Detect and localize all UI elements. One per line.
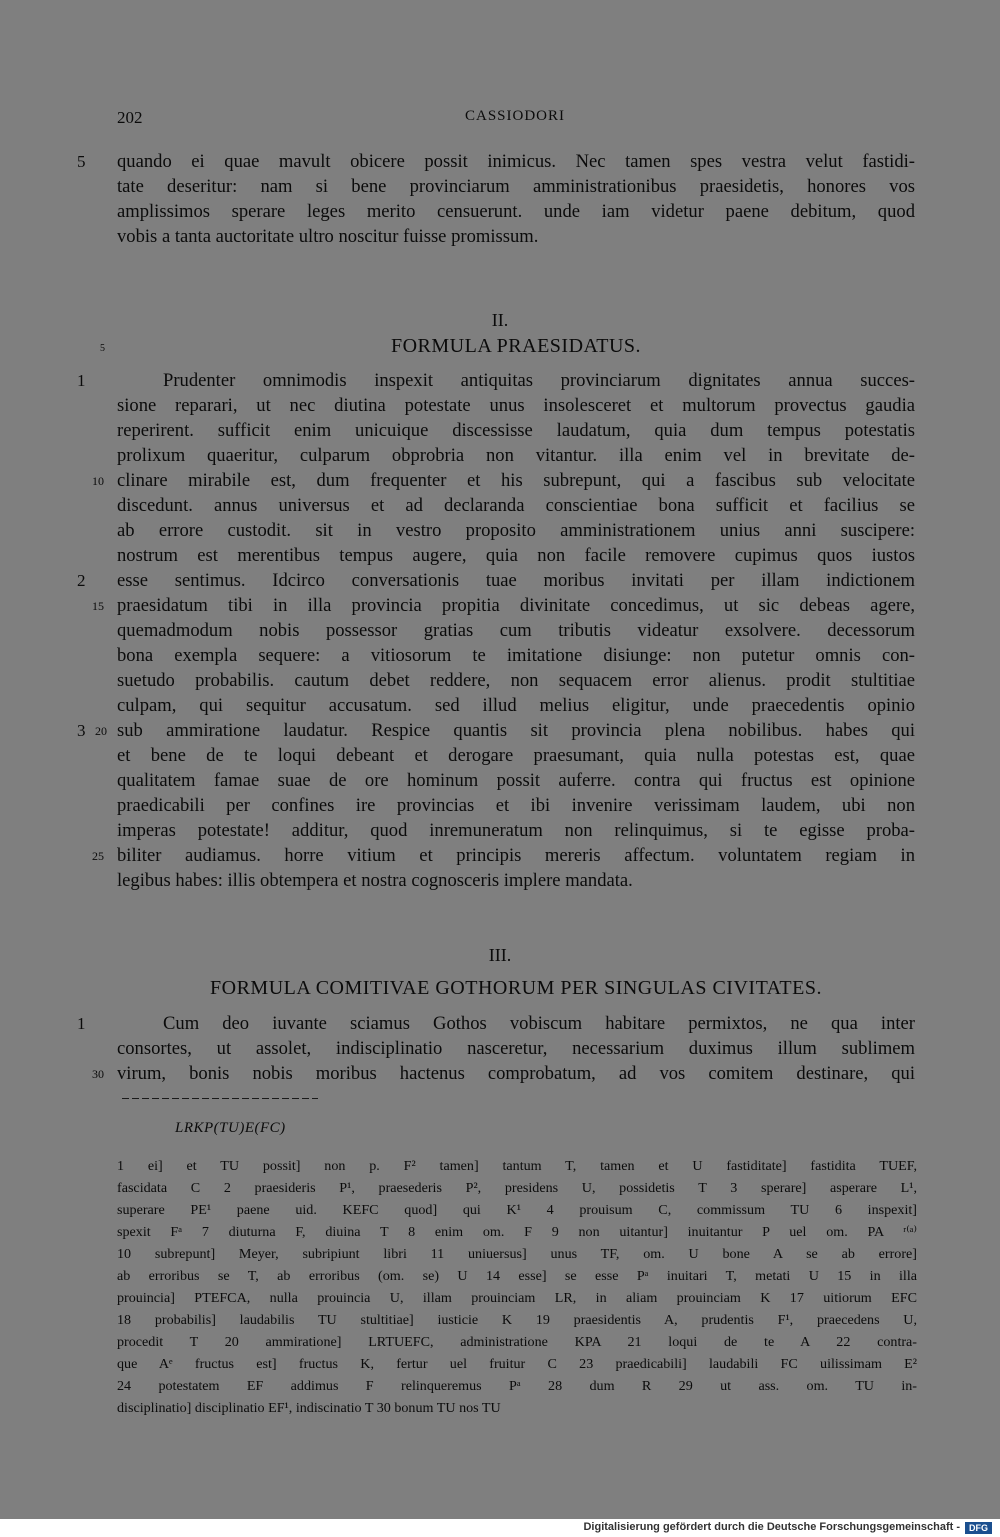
apparatus-line: 1 ei] et TU possit] non p. F² tamen] tantum T, tamen et U fastiditate] fastidita TUEF, [117,1158,917,1174]
margin-marker: 5 [100,343,105,354]
footer-credit: Digitalisierung gefördert durch die Deutsche Forschungsgemeinschaft - [583,1521,960,1533]
line-number: 15 [92,599,104,613]
text-line: esse sentimus. Idcirco conversationis tuae moribus invitati per illam indictionem [117,570,915,591]
text-line: prolixum quaeritur, culparum obprobria non vitantur. illa enim vel in brevitate de- [117,445,915,466]
apparatus-line: 24 potestatem EF addimus F relinqueremus Pᵃ 28 dum R 29 ut ass. om. TU in- [117,1378,917,1394]
apparatus-line: 10 subrepunt] Meyer, subripiunt libri 11 uniuersus] unus TF, om. U bone A se ab errore] [117,1246,917,1262]
section-title: FORMULA COMITIVAE GOTHORUM PER SINGULAS CIVITATES. [210,977,822,999]
text-line: Prudenter omnimodis inspexit antiquitas provinciarum dignitates annua succes- [163,370,915,391]
text-line: tate deseritur: nam si bene provinciarum amministrationibus praesidetis, honores vos [117,176,915,197]
page-number: 202 [117,108,143,127]
text-line: virum, bonis nobis moribus hactenus comprobatum, ad vos comitem destinare, qui [117,1063,915,1084]
text-line: culpam, qui sequitur accusatum. sed illud melius eligitur, unde praecedentis opinio [117,695,915,716]
line-number: 25 [92,849,104,863]
apparatus-line: disciplinatio] disciplinatio EF¹, indiscinatio T 30 bonum TU nos TU [117,1400,501,1416]
text-line: sione reparari, ut nec diutina potestate unus insolesceret et multorum provectus gaudia [117,395,915,416]
text-line: biliter audiamus. horre vitium et principis mereris affectum. voluntatem regiam in [117,845,915,866]
text-line: imperas potestate! additur, quod inremuneratum non relinquimus, si te egisse proba- [117,820,915,841]
section-title: FORMULA PRAESIDATUS. [390,335,642,357]
text-line: reperirent. sufficit enim unicuique discessisse laudatum, quia dum tempus potestatis [117,420,915,441]
text-line: clinare mirabile est, dum frequenter et his subrepunt, qui a fascibus sub velocitate [117,470,915,491]
text-line: qualitatem famae suae de ore hominum possit auferre. contra qui fructus est opinione [117,770,915,791]
text-line: legibus habes: illis obtempera et nostra cognosceris implere mandata. [117,870,633,891]
line-number: 30 [92,1067,104,1081]
apparatus-line: fascidata C 2 praesideris P¹, praesederis P², presidens U, possidetis T 3 sperare] asperare L¹, [117,1180,917,1196]
text-line: ab errore custodit. sit in vestro proposito amministrationem unius anni suscipere: [117,520,915,541]
section-number: III. [488,945,512,965]
paragraph-number: 3 [77,721,86,740]
section-number: II. [491,310,509,330]
text-line: consortes, ut assolet, indisciplinatio nasceretur, necessarium duximus illum sublimem [117,1038,915,1059]
text-line: amplissimos sperare leges merito censuerunt. unde iam videtur paene debitum, quod [117,201,915,222]
text-line: praedicabili per confines ire provincias et ibi invenire verissimam laudem, ubi non [117,795,915,816]
text-line: quando ei quae mavult obicere possit inimicus. Nec tamen spes vestra velut fastidi- [117,151,915,172]
apparatus-line: procedit T 20 ammiratione] LRTUEFC, administratione KPA 21 loqui de te A 22 contra- [117,1334,917,1350]
text-line: quemadmodum nobis possessor gratias cum tributis videatur exsolvere. decessorum [117,620,915,641]
apparatus-sigla: LRKP(TU)E(FC) [175,1120,286,1136]
text-line: discedunt. annus universus et ad declaranda conscientiae bona sufficit et facilius se [117,495,915,516]
page-header [117,108,917,132]
text-line: et bene de te loqui debeant et derogare praesumant, quia nulla potestas est, quae [117,745,915,766]
margin-line-number: 5 [77,152,86,171]
text-line: suetudo probabilis. cautum debet reddere, non sequacem error alienus. prodit stultitiae [117,670,915,691]
dfg-logo: DFG [965,1522,992,1534]
apparatus-line: 18 probabilis] laudabilis TU stultitiae] iusticie K 19 praesidentis A, prudentis F¹, praecedens U, [117,1312,917,1328]
footer-bar [0,1519,1000,1537]
apparatus-line: prouincia] PTEFCA, nulla prouincia U, illam prouinciam LR, in aliam prouinciam K 17 uitiorum EFC [117,1290,917,1306]
paragraph-number: 2 [77,571,86,590]
line-number: 10 [92,474,104,488]
text-line: sub ammiratione laudatur. Respice quantis sit provincia plena nobilibus. habes qui [117,720,915,741]
text-line: nostrum est merentibus tempus augere, quia non facile removere cupimus quos iustos [117,545,915,566]
apparatus-line: que Aᵉ fructus est] fructus K, fertur uel fruitur C 23 praedicabili] laudabili FC uilissimam E² [117,1356,917,1372]
text-line: bona exempla sequere: a vitiosorum te imitatione disiunge: non putetur omnis con- [117,645,915,666]
text-line: praesidatum tibi in illa provincia propitia divinitate concedimus, ut sic debeas agere, [117,595,915,616]
apparatus-line: spexit Fᵃ 7 diuturna F, diuina T 8 enim om. F 9 non uitantur] inuitantur P uel om. PA ʳ⁽ᵃ⁾ [117,1224,917,1240]
separator-rule [122,1098,318,1099]
running-title: CASSIODORI [465,108,566,124]
apparatus-line: ab erroribus se T, ab erroribus (om. se) U 14 esse] se esse Pᵃ inuitari T, metati U 15 in illa [117,1268,917,1284]
text-line: vobis a tanta auctoritate ultro noscitur fuisse promissum. [117,226,539,247]
text-line: Cum deo iuvante sciamus Gothos vobiscum habitare permixtos, ne qua inter [163,1013,915,1034]
paragraph-number: 1 [77,1014,86,1033]
apparatus-line: superare PE¹ paene uid. KEFC quod] qui K¹ 4 prouisum C, commissum TU 6 inspexit] [117,1202,917,1218]
paragraph-number: 1 [77,371,86,390]
line-number: 20 [95,724,107,738]
